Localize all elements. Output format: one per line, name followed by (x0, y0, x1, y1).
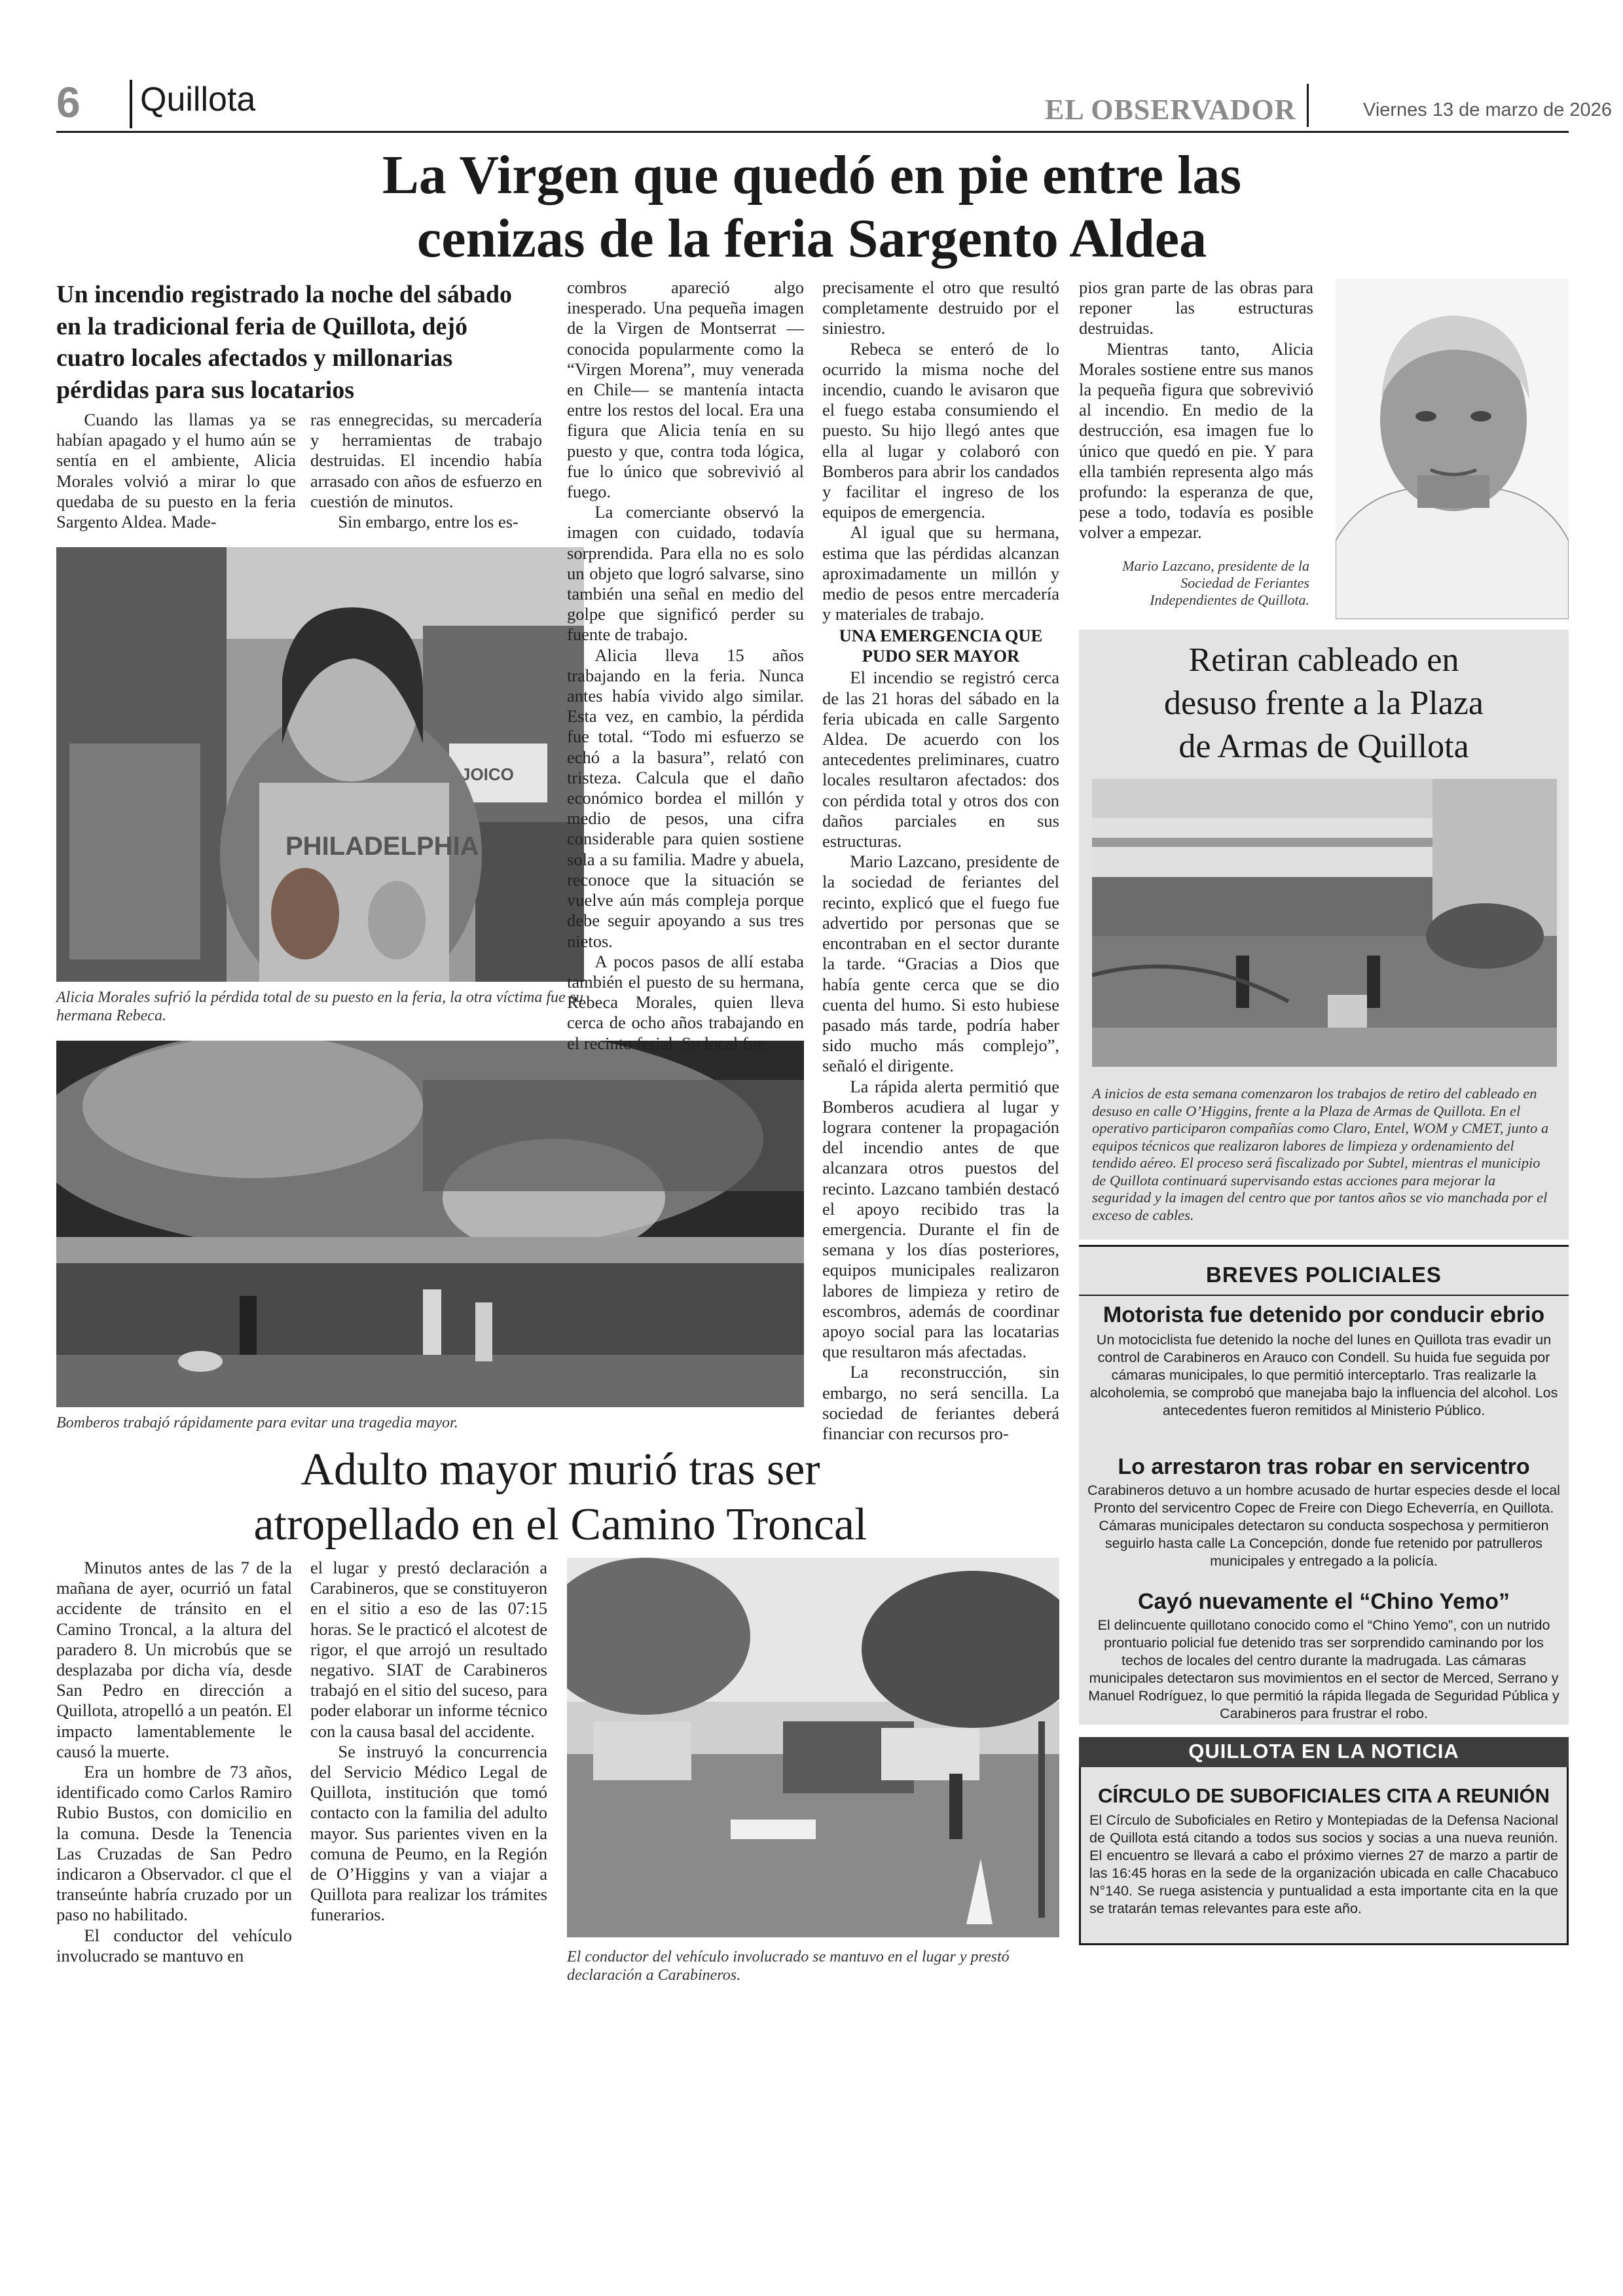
photo-alicia-morales (56, 547, 584, 982)
paragraph: Mario Lazcano, presidente de la sociedad de feriantes del recinto, explicó que el fuego fue advertido por personas que se encontraban en el sector durante la tarde. “Gracias a Dios que había gente cerca que se dio cuenta del humo. Si esto hubiese pasado más tarde, podría haber sido mucho más complejo”, señaló el dirigente. (822, 852, 1059, 1076)
accident-headline (56, 1443, 1065, 1552)
paragraph: el lugar y prestó declaración a Carabineros, que se constituyeron en el sitio a eso de las 07:15 horas. Se le practicó el alcotest de rigor, el que arrojó un resultado negativo. SIAT de Carabineros trabajó en el sitio del suceso, para poder elaborar un informe técnico con la causa basal del accidente. (310, 1558, 547, 1741)
paragraph: La rápida alerta permitió que Bomberos acudiera al lugar y lograra contener la propagación del incendio antes de que alcanzara otros puestos del recinto. Lazcano también destacó el apoyo recibido tras la emergencia. Durante el fin de semana y los días posteriores, equipos municipales realizaron labores de limpieza y retiro de escombros, además de coordinar apoyo social para las locatarias que resultaron más afectadas. (822, 1076, 1059, 1362)
brief-headline-1: Motorista fue detenido por conducir ebrio (1103, 1302, 1545, 1327)
main-column-5 (1079, 278, 1313, 543)
photo-fire-illustration (56, 1041, 804, 1407)
cable-headline-line-3: de Armas de Quillota (1178, 728, 1469, 765)
brief-headline-2: Lo arrestaron tras robar en servicentro (1118, 1454, 1530, 1479)
main-column-1 (56, 410, 296, 532)
accident-column-2 (310, 1558, 547, 1926)
paragraph: pios gran parte de las obras para reponer las estructuras destruidas. (1079, 278, 1313, 338)
brief-body-1: Un motociclista fue detenido la noche del lunes en Quillota tras evadir un control de Carabineros en Arauco con Condell. Su huida fue seguida por cámaras municipales, lo que permitió interceptarlo. Tras realizarle la alcoholemia, se comprobó que manejaba bajo la influencia del alcohol. Los antecedentes fueron remitidos al Ministerio Público. (1089, 1332, 1558, 1418)
photo-cable-removal (1092, 779, 1557, 1067)
caption-fire: Bomberos trabajó rápidamente para evitar una tragedia mayor. (56, 1414, 458, 1431)
brief-body-3: El delincuente quillotano conocido como el “Chino Yemo”, con un nutrido prontuario policial fue detenido tras ser sorprendido caminando por los techos de locales del centro durante la madrugada. Las cámaras municipales detectaron sus movimientos en el sector de Merced, Serrano y Manuel Rodríguez, lo que permitió la rápida llegada de Seguridad Pública y Carabineros para frustrar el robo. (1088, 1617, 1559, 1721)
paragraph: Mientras tanto, Alicia Morales sostiene entre sus manos la pequeña figura que sobrevivió al incendio. En medio de la destrucción, esa imagen fue lo único que quedó en pie. Y para ella también representa algo más profundo: la esperanza de que, pese a todo, todavía es posible volver a empezar. (1079, 338, 1313, 543)
subhead-emergencia: UNA EMERGENCIA QUE PUDO SER MAYOR (839, 626, 1043, 666)
noticia-title: QUILLOTA EN LA NOTICIA (1079, 1737, 1569, 1767)
main-headline-line-1: La Virgen que quedó en pie entre las (382, 145, 1242, 206)
paragraph: A pocos pasos de allí estaba también el puesto de su hermana, Rebeca Morales, quien lleva cerca de ocho años trabajando en el recinto ferial. Su local fue (567, 951, 804, 1053)
caption-cable: A inicios de esta semana comenzaron los trabajos de retiro del cableado en desuso en calle O’Higgins, frente a la Plaza de Armas de Quillota. En el operativo participaron compañías como Claro, Entel, WOM y CMET, junto a equipos técnicos que realizaron labores de limpieza y ordenamiento del tendido aéreo. El proceso será fiscalizado por Subtel, mientras el municipio de Quillota continuará supervisando estas acciones para mejorar la seguridad y la imagen del centro que por tantos años se vio manchada por el exceso de cables. (1092, 1085, 1549, 1223)
photo-accident-illustration (567, 1558, 1059, 1937)
page-number: 6 (56, 78, 81, 126)
breves-title-rule (1079, 1295, 1569, 1296)
paragraph: Sin embargo, entre los es- (338, 512, 519, 532)
main-headline (288, 144, 1336, 270)
accident-headline-line-1: Adulto mayor murió tras ser (301, 1444, 820, 1495)
brief-headline-3: Cayó nuevamente el “Chino Yemo” (1137, 1589, 1510, 1614)
paragraph: precisamente el otro que resultó completamente destruido por el siniestro. (822, 278, 1059, 338)
caption-alicia: Alicia Morales sufrió la pérdida total de su puesto en la feria, la otra víctima fue su hermana Rebeca. (56, 989, 584, 1024)
header-divider (130, 80, 132, 128)
paragraph: El incendio se registró cerca de las 21 horas del sábado en la feria ubicada en calle Sargento Aldea. De acuerdo con los antecedentes preliminares, cuatro locales resultaron afectados: dos con pérdida total y otros dos con daños parciales en sus estructuras. (822, 668, 1059, 852)
paragraph: Rebeca se enteró de lo ocurrido la misma noche del incendio, cuando le avisaron que el fuego estaba consumiendo el puesto. Su hijo llegó antes que ella al lugar y colaboró con Bomberos para abrir los candados y facilitar el ingreso de los equipos de emergencia. (822, 338, 1059, 522)
breves-title: BREVES POLICIALES (1079, 1261, 1569, 1289)
noticia-body: El Círculo de Suboficiales en Retiro y Montepiadas de la Defensa Nacional de Quillota está citando a todos sus socios y socias a una nueva reunión. El encuentro se llevará a cabo el próximo viernes 27 de marzo a partir de las 16:45 horas en la sede de la organización ubicada en calle Chacabuco N°140. Se ruega asistencia y puntualidad a esta importante cita en la que se tratarán temas relevantes para este año. (1089, 1812, 1558, 1916)
paragraph: Se instruyó la concurrencia del Servicio Médico Legal de Quillota, institución que tomó contacto con la familia del adulto mayor. Sus parientes viven en la comuna de Peumo, en la Región de O’Higgins y van a viajar a Quillota para realizar los trámites funerarios. (310, 1741, 547, 1925)
brief-body-2: Carabineros detuvo a un hombre acusado de hurtar especies desde el local Pronto del servicentro Copec de Freire con Diego Echeverría, en Quillota. Cámaras municipales detectaron su conducta sospechosa y permitieron seguirlo hasta calle La Concepción, donde fue retenido por patrulleros municipales y entregado a la policía. (1087, 1482, 1560, 1569)
paragraph: Minutos antes de las 7 de la mañana de ayer, ocurrió un fatal accidente de tránsito en el Camino Troncal, a la altura del paradero 8. Un microbús que se desplazaba por dicha vía, desde San Pedro en dirección a Quillota, atropelló a un peatón. El impacto lamentablemente le causó la muerte. (56, 1558, 292, 1761)
photo-accident-scene (567, 1558, 1059, 1937)
paragraph: Al igual que su hermana, estima que las pérdidas alcanzan aproximadamente un millón y medio de pesos entre mercadería y materiales de trabajo. (822, 522, 1059, 624)
paragraph: El conductor del vehículo involucrado se mantuvo en (56, 1925, 292, 1965)
photo-fire-firefighters (56, 1041, 804, 1407)
cable-headline-line-2: desuso frente a la Plaza (1163, 685, 1484, 722)
photo-cable-illustration (1092, 779, 1557, 1067)
accident-column-1 (56, 1558, 292, 1966)
photo-mario-lazcano (1336, 279, 1569, 619)
header-divider-right (1307, 84, 1309, 127)
newspaper-name: EL OBSERVADOR (1045, 94, 1296, 126)
accident-headline-line-2: atropellado en el Camino Troncal (253, 1499, 867, 1550)
issue-date: Viernes 13 de marzo de 2026 (1363, 99, 1612, 120)
paragraph: Era un hombre de 73 años, identificado como Carlos Ramiro Rubio Bustos, con domicilio en la comuna. Desde la Tenencia Las Cruzadas de San Pedro indicaron a Observador. cl que el transeúnte habría cruzado por un paso no habilitado. (56, 1762, 292, 1925)
main-column-3 (567, 278, 804, 1054)
crate-label: JOICO (461, 764, 514, 784)
main-deck: Un incendio registrado la noche del sábado en la tradicional feria de Quillota, dejó cuatro locales afectados y millonarias pérdidas para sus locatarios (56, 281, 513, 404)
section-name: Quillota (140, 81, 256, 118)
main-column-2 (310, 410, 542, 532)
main-headline-line-2: cenizas de la feria Sargento Aldea (416, 207, 1207, 269)
paragraph: La comerciante observó la imagen con cuidado, todavía sorprendida. Para ella no es solo un objeto que logró salvarse, sino también una señal en medio del golpe que significó perder su fuente de trabajo. (567, 502, 804, 645)
paragraph: combros apareció algo inesperado. Una pequeña imagen de la Virgen de Montserrat —conocida popularmente como la “Virgen Morena”, muy venerada en Chile— se mantenía intacta entre los restos del local. Era una figura que Alicia tenía en su puesto y que, contra toda lógica, fue lo único que sobrevivió al fuego. (567, 278, 804, 502)
cable-headline (1079, 639, 1569, 768)
cable-headline-line-1: Retiran cableado en (1188, 641, 1459, 679)
header-rule (56, 131, 1569, 133)
caption-lazcano: Mario Lazcano, presidente de la Sociedad de Feriantes Independientes de Quillota. (1122, 558, 1309, 608)
paragraph: Alicia lleva 15 años trabajando en la feria. Nunca antes había vivido algo similar. Esta vez, en cambio, la pérdida fue total. “Todo mi esfuerzo se echó a la basura”, relató con tristeza. Calcula que el daño económico bordea el millón y medio de pesos, una cifra considerable para quien sostiene sola a su familia. Madre y abuela, reconoce que la situación se vuelve aún más compleja porque debe seguir apoyando a sus tres nietos. (567, 645, 804, 951)
caption-accident: El conductor del vehículo involucrado se mantuvo en el lugar y prestó declaración a Carabineros. (567, 1948, 1010, 1984)
photo-lazcano-illustration (1336, 279, 1569, 619)
shirt-print: PHILADELPHIA (285, 832, 479, 861)
main-column-4 (822, 278, 1059, 1444)
paragraph: Cuando las llamas ya se habían apagado y el humo aún se sentía en el ambiente, Alicia Morales volvió a mirar lo que quedaba de su puesto en la feria Sargento Aldea. Made- (56, 410, 296, 532)
paragraph: ras ennegrecidas, su mercadería y herramientas de trabajo destruidas. El incendio había arrasado con años de esfuerzo en cuestión de minutos. (310, 410, 542, 511)
paragraph: La reconstrucción, sin embargo, no será sencilla. La sociedad de feriantes deberá financiar con recursos pro- (822, 1362, 1059, 1443)
noticia-headline: CÍRCULO DE SUBOFICIALES CITA A REUNIÓN (1097, 1784, 1550, 1807)
photo-alicia-illustration (56, 547, 584, 982)
